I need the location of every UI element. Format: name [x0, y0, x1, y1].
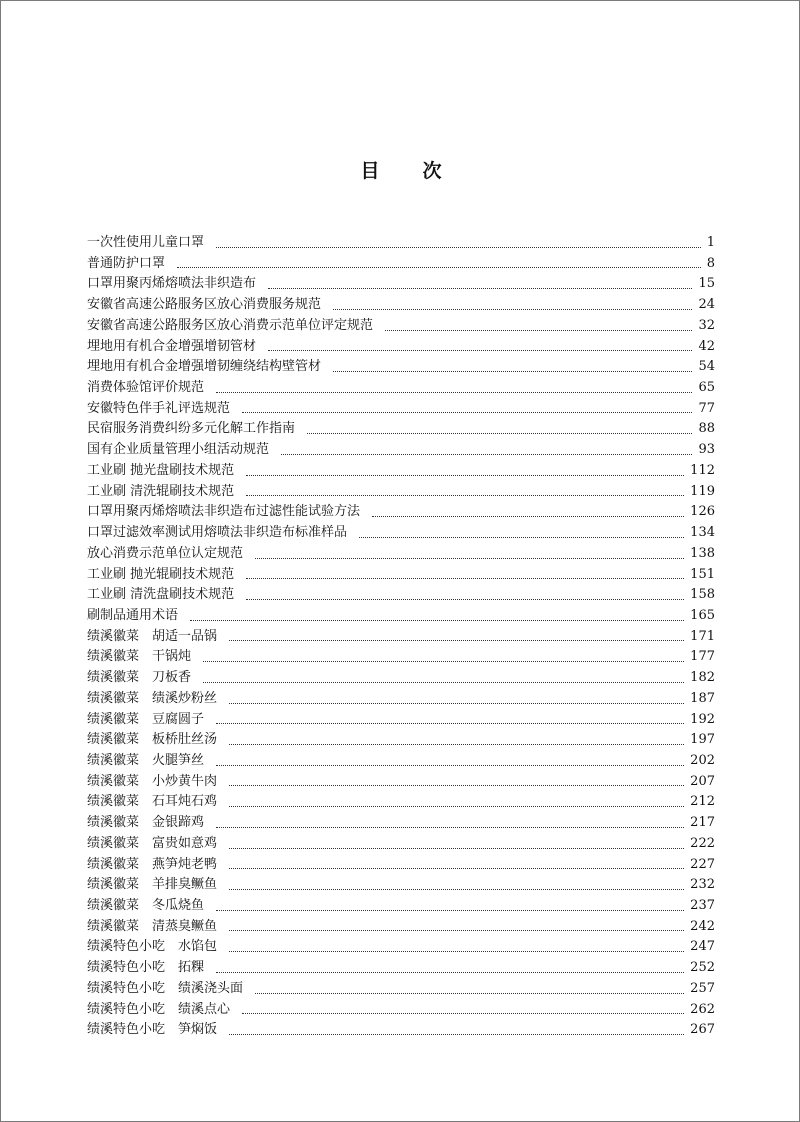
- toc-entry-page-number: 32: [698, 317, 715, 333]
- toc-entry-title: 埋地用有机合金增强增韧缠绕结构壁管材: [87, 359, 322, 375]
- toc-entry-page-number: 202: [690, 752, 715, 768]
- toc-entry: [87, 855, 715, 876]
- toc-entry-title: 口罩用聚丙烯熔喷法非织造布: [87, 276, 257, 292]
- toc-entry-title: 消费体验馆评价规范: [87, 380, 205, 396]
- toc-entry: [87, 565, 715, 586]
- dot-leader: [246, 599, 684, 600]
- toc-entry-page-number: 42: [698, 338, 715, 354]
- toc-entry-title: 绩溪徽菜 清蒸臭鳜鱼: [87, 918, 218, 934]
- toc-entry-page-number: 217: [690, 815, 715, 831]
- toc-entry-page-number: 227: [690, 856, 715, 872]
- dot-leader: [216, 723, 684, 724]
- toc-entry: [87, 1000, 715, 1021]
- toc-entry-title: 绩溪特色小吃 水馅包: [87, 939, 218, 955]
- toc-entry: [87, 461, 715, 482]
- dot-leader: [216, 910, 684, 911]
- toc-entry: [87, 751, 715, 772]
- dot-leader: [255, 993, 684, 994]
- toc-entry-title: 绩溪徽菜 羊排臭鳜鱼: [87, 877, 218, 893]
- toc-entry-title: 民宿服务消费纠纷多元化解工作指南: [87, 421, 296, 437]
- toc-entry-page-number: 1: [706, 235, 715, 250]
- toc-entry-page-number: 187: [690, 690, 715, 706]
- toc-entry: [87, 792, 715, 813]
- toc-entry: [87, 523, 715, 544]
- toc-entry-title: 绩溪徽菜 小炒黄牛肉: [87, 773, 218, 789]
- toc-entry: [87, 399, 715, 420]
- toc-entry-page-number: 247: [690, 939, 715, 955]
- dot-leader: [216, 765, 684, 766]
- toc-entry-title: 口罩过滤效率测试用熔喷法非织造布标准样品: [87, 525, 348, 541]
- page-title: 目 次: [360, 160, 454, 182]
- dot-leader: [229, 951, 684, 952]
- toc-entry: [87, 958, 715, 979]
- toc-entry-page-number: 177: [690, 649, 715, 665]
- dot-leader: [229, 848, 684, 849]
- dot-leader: [268, 350, 692, 351]
- toc-entry-page-number: 15: [698, 276, 715, 292]
- toc-entry-page-number: 165: [690, 607, 715, 623]
- toc-entry-title: 绩溪徽菜 干锅炖: [87, 649, 192, 665]
- toc-entry-title: 普通防护口罩: [87, 255, 166, 271]
- toc-entry-title: 工业刷 清洗盘刷技术规范: [87, 587, 235, 603]
- toc-entry: [87, 254, 715, 275]
- toc-entry-title: 绩溪特色小吃 拓粿: [87, 960, 205, 976]
- toc-entry-title: 安徽省高速公路服务区放心消费服务规范: [87, 297, 322, 313]
- toc-entry-title: 绩溪徽菜 石耳炖石鸡: [87, 794, 218, 810]
- toc-entry: [87, 440, 715, 461]
- toc-entry-page-number: 126: [690, 504, 715, 520]
- dot-leader: [216, 827, 684, 828]
- dot-leader: [229, 868, 684, 869]
- toc-entry-page-number: 252: [690, 960, 715, 976]
- toc-entry-title: 绩溪徽菜 绩溪炒粉丝: [87, 690, 218, 706]
- dot-leader: [372, 516, 684, 517]
- toc-entry-title: 放心消费示范单位认定规范: [87, 545, 244, 561]
- toc-entry-page-number: 93: [698, 442, 715, 458]
- dot-leader: [216, 247, 701, 248]
- toc-entry-title: 绩溪特色小吃 绩溪浇头面: [87, 980, 244, 996]
- toc-entry: [87, 627, 715, 648]
- toc-entry: [87, 419, 715, 440]
- dot-leader: [229, 703, 684, 704]
- toc-entry-page-number: 24: [698, 297, 715, 313]
- toc-entry-page-number: 112: [690, 462, 715, 478]
- toc-entry-title: 绩溪徽菜 胡适一品锅: [87, 628, 218, 644]
- dot-leader: [216, 392, 692, 393]
- dot-leader: [268, 288, 692, 289]
- toc-entry-title: 工业刷 抛光盘刷技术规范: [87, 462, 235, 478]
- toc-entry: [87, 357, 715, 378]
- toc-entry-page-number: 171: [690, 628, 715, 644]
- dot-leader: [242, 1013, 684, 1014]
- toc-entry-page-number: 8: [706, 255, 715, 271]
- toc-entry-title: 工业刷 抛光辊刷技术规范: [87, 566, 235, 582]
- dot-leader: [229, 930, 684, 931]
- toc-entry: [87, 502, 715, 523]
- toc-entry: [87, 813, 715, 834]
- toc-entry: [87, 917, 715, 938]
- toc-entry-page-number: 151: [690, 566, 715, 582]
- dot-leader: [333, 371, 692, 372]
- toc-entry-page-number: 197: [690, 732, 715, 748]
- toc-entry-title: 安徽特色伴手礼评选规范: [87, 400, 231, 416]
- toc-entry-title: 一次性使用儿童口罩: [87, 235, 205, 250]
- toc-entry-page-number: 207: [690, 773, 715, 789]
- toc-entry: [87, 979, 715, 1000]
- dot-leader: [359, 537, 684, 538]
- toc-entry-page-number: 222: [690, 835, 715, 851]
- dot-leader: [229, 744, 684, 745]
- toc-entry-title: 绩溪特色小吃 笋焖饭: [87, 1022, 218, 1038]
- toc-entry-title: 口罩用聚丙烯熔喷法非织造布过滤性能试验方法: [87, 504, 361, 520]
- toc-entry: [87, 689, 715, 710]
- toc-entry-title: 绩溪徽菜 富贵如意鸡: [87, 835, 218, 851]
- toc-entry-title: 绩溪特色小吃 绩溪点心: [87, 1001, 231, 1017]
- toc-entry: [87, 710, 715, 731]
- toc-entry-page-number: 192: [690, 711, 715, 727]
- toc-entry-title: 绩溪徽菜 冬瓜烧鱼: [87, 898, 205, 913]
- toc-entry: [87, 606, 715, 627]
- dot-leader: [203, 661, 684, 662]
- toc-entry-title: 工业刷 清洗辊刷技术规范: [87, 483, 235, 499]
- toc-entry: [87, 482, 715, 503]
- toc-entry-page-number: 138: [690, 545, 715, 561]
- toc-entry-title: 安徽省高速公路服务区放心消费示范单位评定规范: [87, 317, 374, 333]
- dot-leader: [385, 330, 692, 331]
- dot-leader: [255, 558, 684, 559]
- toc-entry-page-number: 267: [690, 1022, 715, 1038]
- toc-entry: [87, 937, 715, 958]
- toc-entry: [87, 875, 715, 896]
- dot-leader: [177, 267, 701, 268]
- dot-leader: [246, 578, 684, 579]
- toc-entry: [87, 585, 715, 606]
- dot-leader: [216, 972, 684, 973]
- dot-leader: [203, 682, 684, 683]
- toc-entry-page-number: 119: [690, 483, 715, 499]
- dot-leader: [307, 433, 692, 434]
- toc-entry-title: 绩溪徽菜 金银蹄鸡: [87, 815, 205, 831]
- toc-entry: [87, 834, 715, 855]
- toc-entry-page-number: 237: [690, 898, 715, 913]
- toc-entry: [87, 896, 715, 917]
- toc-entry: [87, 233, 715, 254]
- toc-entry: [87, 647, 715, 668]
- toc-entry: [87, 337, 715, 358]
- dot-leader: [229, 1034, 684, 1035]
- toc-entry: [87, 668, 715, 689]
- dot-leader: [246, 475, 684, 476]
- toc-entry: [87, 772, 715, 793]
- toc-entry: [87, 295, 715, 316]
- toc-entry-page-number: 262: [690, 1001, 715, 1017]
- toc-entry-page-number: 212: [690, 794, 715, 810]
- toc-entry-title: 绩溪徽菜 豆腐圆子: [87, 711, 205, 727]
- dot-leader: [229, 806, 684, 807]
- dot-leader: [229, 785, 684, 786]
- dot-leader: [242, 412, 692, 413]
- dot-leader: [190, 620, 684, 621]
- toc-entry-page-number: 134: [690, 525, 715, 541]
- dot-leader: [229, 640, 684, 641]
- toc-entry-page-number: 77: [698, 400, 715, 416]
- toc-entry-page-number: 232: [690, 877, 715, 893]
- toc-entry: [87, 1020, 715, 1041]
- toc-entry-page-number: 182: [690, 670, 715, 686]
- toc-entry: [87, 544, 715, 565]
- toc-entry: [87, 274, 715, 295]
- toc-entry-page-number: 88: [698, 421, 715, 437]
- toc-entry-title: 埋地用有机合金增强增韧管材: [87, 338, 257, 354]
- toc-entry-page-number: 54: [698, 359, 715, 375]
- dot-leader: [229, 889, 684, 890]
- toc-entry-title: 绩溪徽菜 刀板香: [87, 670, 192, 686]
- toc-entry-page-number: 257: [690, 980, 715, 996]
- toc-entry-page-number: 242: [690, 918, 715, 934]
- toc-entry-title: 绩溪徽菜 火腿笋丝: [87, 752, 205, 768]
- toc-entry-title: 国有企业质量管理小组活动规范: [87, 442, 270, 458]
- toc-entry-page-number: 65: [698, 380, 715, 396]
- toc-entry-page-number: 158: [690, 587, 715, 603]
- dot-leader: [246, 495, 684, 496]
- toc-entry-title: 绩溪徽菜 燕笋炖老鸭: [87, 856, 218, 872]
- toc-entry-title: 刷制品通用术语: [87, 607, 179, 623]
- table-of-contents: [87, 233, 715, 1041]
- dot-leader: [333, 309, 692, 310]
- toc-entry: [87, 316, 715, 337]
- toc-entry: [87, 730, 715, 751]
- toc-entry: [87, 378, 715, 399]
- dot-leader: [281, 454, 692, 455]
- toc-entry-title: 绩溪徽菜 板桥肚丝汤: [87, 732, 218, 748]
